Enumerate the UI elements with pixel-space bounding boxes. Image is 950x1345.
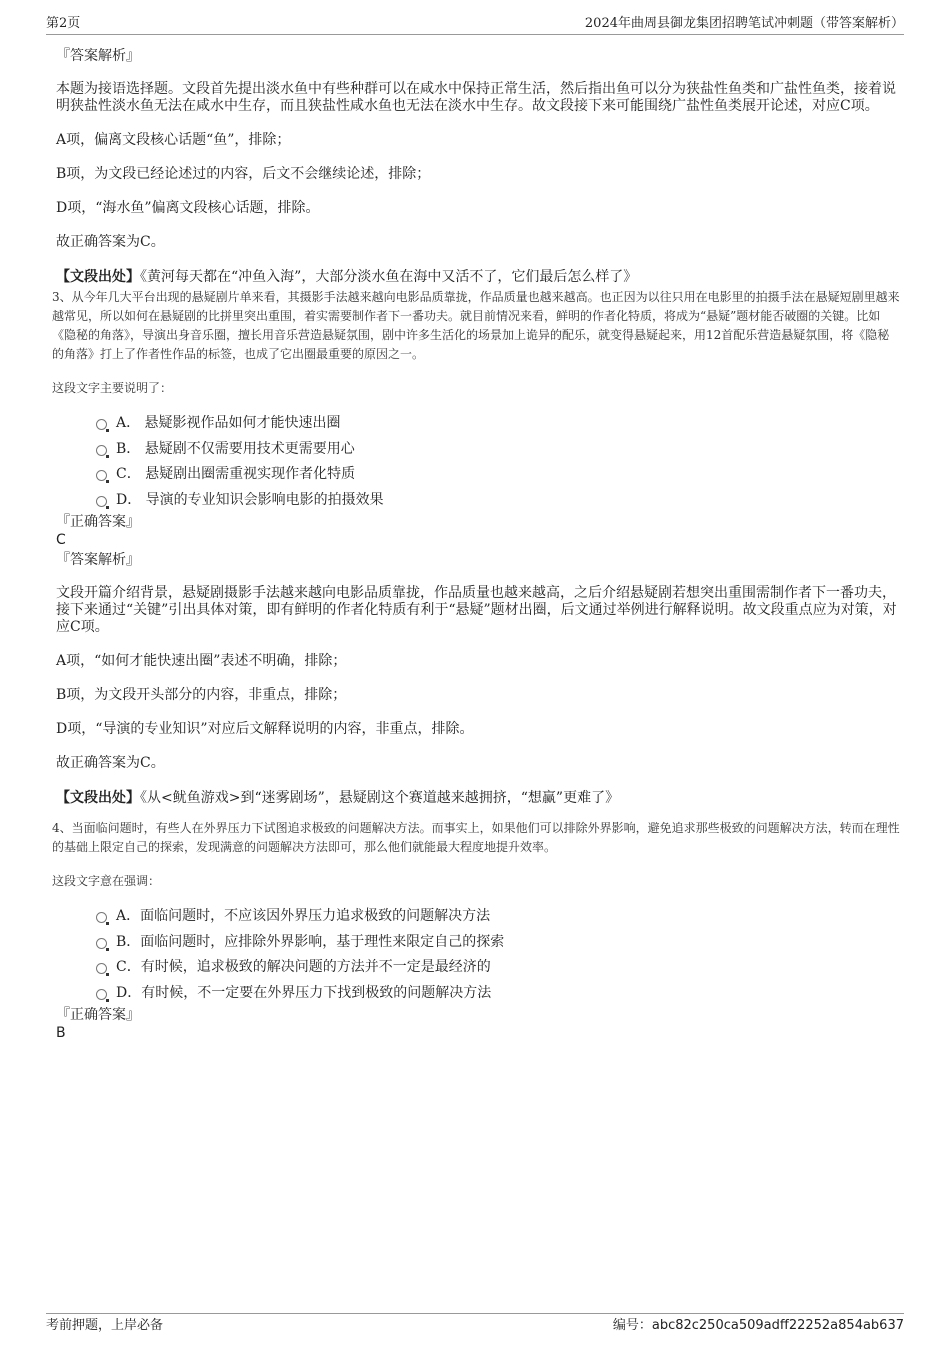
radio-icon[interactable] (96, 445, 107, 456)
page-footer (46, 1313, 904, 1334)
answer-analysis-label: 『答案解析』 (56, 552, 140, 568)
radio-icon[interactable] (96, 989, 107, 1000)
radio-icon[interactable] (96, 496, 107, 507)
option-c[interactable]: C．有时候，追求极致的解决问题的方法并不一定是最经济的 (96, 955, 901, 981)
analysis-conclusion: 故正确答案为C。 (56, 755, 165, 771)
document-code (613, 1316, 904, 1336)
question-4-options (96, 904, 901, 1006)
option-b[interactable]: B．面临问题时，应排除外界影响，基于理性来限定自己的探索 (96, 930, 901, 956)
radio-icon[interactable] (96, 470, 107, 481)
option-d[interactable]: D．有时候，不一定要在外界压力下找到极致的问题解决方法 (96, 981, 901, 1007)
code-value: abc82c250ca509adff22252a854ab637 (651, 1318, 904, 1333)
answer-analysis-label: 『答案解析』 (56, 48, 140, 64)
source-label: 【文段出处】 (56, 790, 140, 806)
question-3-prompt: 这段文字主要说明了： (52, 381, 173, 395)
document-title: 2024年曲周县御龙集团招聘笔试冲刺题（带答案解析） (584, 16, 904, 31)
question-4-text: 4、当面临问题时，有些人在外界压力下试图追求极致的问题解决方法。而事实上，如果他们可以排除外界影响，避免追求那些极致的问题解决方法，转而在理性的基础上限定自己的探索，发现满意的问题解决方法即可，那么他们就能最大程度地提升效率。 (52, 821, 900, 854)
analysis-line: D项，“导演的专业知识”对应后文解释说明的内容，非重点，排除。 (56, 721, 474, 737)
radio-icon[interactable] (96, 419, 107, 430)
option-d[interactable]: D． 导演的专业知识会影响电影的拍摄效果 (96, 488, 901, 514)
code-label: 编号： (612, 1318, 652, 1333)
page-header (46, 14, 904, 35)
question-4-prompt: 这段文字意在强调： (52, 874, 161, 888)
radio-icon[interactable] (96, 963, 107, 974)
analysis-conclusion: 故正确答案为C。 (56, 234, 165, 250)
option-a[interactable]: A．面临问题时，不应该因外界压力追求极致的问题解决方法 (96, 904, 901, 930)
radio-icon[interactable] (96, 938, 107, 949)
passage-source (56, 268, 901, 286)
radio-icon[interactable] (96, 912, 107, 923)
answer-analysis-text: 文段开篇介绍背景，悬疑剧摄影手法越来越向电影品质靠拢，作品质量也越来越高，之后介绍悬疑剧若想突出重围需制作者下一番功夫，接下来通过“关键”引出具体对策，即有鲜明的作者化特质有利于“悬疑”题材出圈，后文通过举例进行解释说明。故文段重点应为对策，对应C项。 (56, 585, 897, 635)
passage-source (56, 789, 901, 807)
analysis-line: A项，“如何才能快速出圈”表述不明确，排除； (56, 653, 347, 669)
page-number: 第2页 (46, 16, 81, 31)
source-text: 《从<鱿鱼游戏>到“迷雾剧场”，悬疑剧这个赛道越来越拥挤，“想赢”更难了》 (140, 790, 620, 806)
analysis-line: A项，偏离文段核心话题“鱼”，排除； (56, 132, 291, 148)
correct-answer: C (56, 532, 66, 548)
analysis-line: B项，为文段已经论述过的内容，后文不会继续论述，排除； (56, 166, 431, 182)
question-3-text: 3、从今年几大平台出现的悬疑剧片单来看，其摄影手法越来越向电影品质靠拢，作品质量也越来越高。也正因为以往只用在电影里的拍摄手法在悬疑短剧里越来越常见，所以如何在悬疑剧的比拼里突出重围，着实需要制作者下一番功夫。就目前情况来看，鲜明的作者化特质，将成为“悬疑”题材能否破圈的关键。比如《隐秘的角落》，导演出身音乐圈，擅长用音乐营造悬疑氛围，剧中许多生活化的场景加上诡异的配乐，就变得悬疑起来，用12首配乐营造悬疑氛围，将《隐秘的角落》打上了作者性作品的标签，也成了它出圈最重要的原因之一。 (52, 290, 900, 361)
option-c[interactable]: C． 悬疑剧出圈需重视实现作者化特质 (96, 462, 901, 488)
page-content (52, 47, 901, 1042)
correct-answer-label: 『正确答案』 (56, 514, 140, 530)
source-text: 《黄河每天都在“冲鱼入海”，大部分淡水鱼在海中又活不了，它们最后怎么样了》 (140, 269, 638, 285)
answer-analysis-text: 本题为接语选择题。文段首先提出淡水鱼中有些种群可以在咸水中保持正常生活，然后指出鱼可以分为狭盐性鱼类和广盐性鱼类，接着说明狭盐性淡水鱼无法在咸水中生存，而且狭盐性咸水鱼也无法在淡水中生存。故文段接下来可能围绕广盐性鱼类展开论述，对应C项。 (56, 81, 896, 114)
question-3-options (96, 411, 901, 513)
option-b[interactable]: B． 悬疑剧不仅需要用技术更需要用心 (96, 437, 901, 463)
analysis-line: B项，为文段开头部分的内容，非重点，排除； (56, 687, 347, 703)
correct-answer: B (56, 1025, 66, 1041)
footer-slogan: 考前押题，上岸必备 (46, 1318, 164, 1333)
analysis-line: D项，“海水鱼”偏离文段核心话题，排除。 (56, 200, 320, 216)
source-label: 【文段出处】 (56, 269, 140, 285)
correct-answer-label: 『正确答案』 (56, 1007, 140, 1023)
option-a[interactable]: A． 悬疑影视作品如何才能快速出圈 (96, 411, 901, 437)
